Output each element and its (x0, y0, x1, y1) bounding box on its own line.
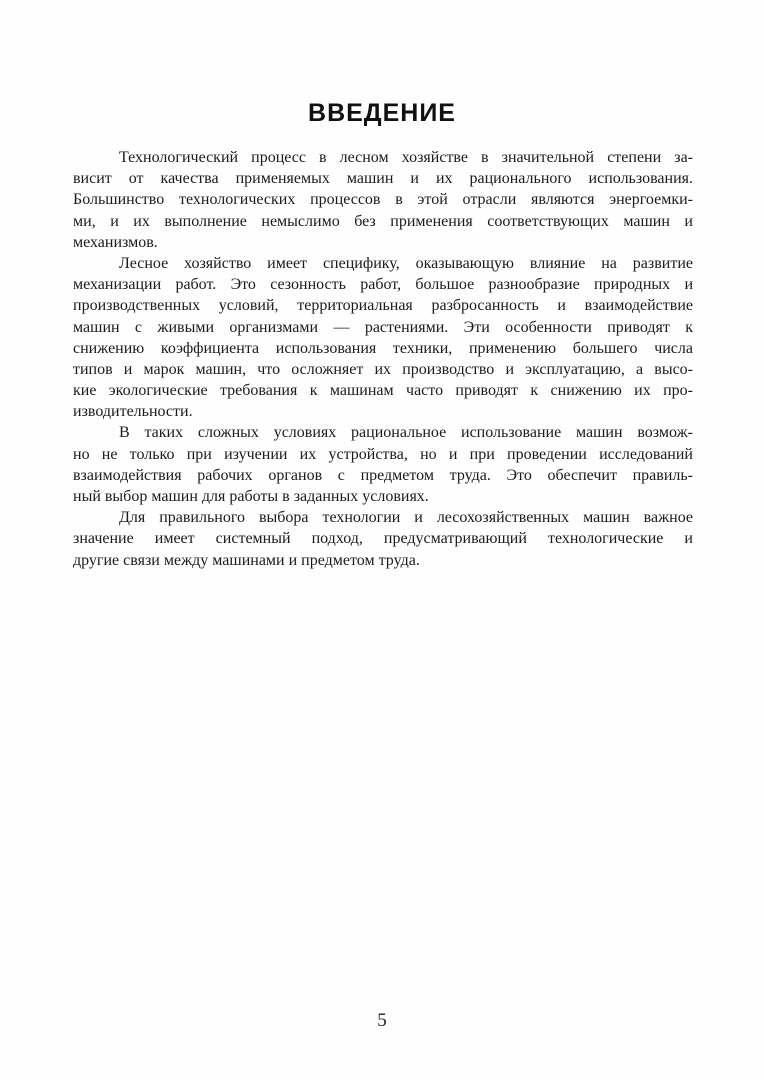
paragraph-2 (73, 253, 693, 423)
text-line: производственных условий, территориальная разбросанность и взаимодействие (73, 297, 693, 315)
text-line: другие связи между машинами и предметом труда. (73, 551, 420, 569)
text-line: Большинство технологических процессов в этой отрасли являются энергоемки- (73, 191, 693, 209)
text-line: механизмов. (73, 233, 158, 251)
paragraph-3 (73, 422, 693, 507)
text-line: Для правильного выбора технологии и лесохозяйственных машин важное (119, 509, 693, 527)
text-line: Технологический процесс в лесном хозяйстве в значительной степени за- (119, 149, 693, 166)
text-line: ный выбор машин для работы в заданных условиях. (73, 488, 429, 505)
text-line: машин с живыми организмами — растениями. Эти особенности приводят к (73, 318, 693, 336)
text-line: Лесное хозяйство имеет специфику, оказывающую влияние на развитие (119, 254, 693, 272)
text-line: механизации работ. Это сезонность работ, большое разнообразие природных и (73, 276, 693, 294)
page-number: 5 (377, 1010, 387, 1031)
text-line: В таких сложных условиях рациональное использование машин возмож- (119, 424, 693, 442)
text-line: взаимодействия рабочих органов с предметом труда. Это обеспечит правиль- (73, 466, 693, 484)
text-line: значение имеет системный подход, предусматривающий технологические и (73, 530, 693, 548)
paragraph-4 (73, 507, 693, 571)
text-line: типов и марок машин, что осложняет их производство и эксплуатацию, а высо- (73, 360, 693, 378)
paragraph-1 (73, 147, 693, 253)
text-line: снижению коэффициента использования техники, применению большего числа (73, 339, 693, 357)
text-line: ми, и их выполнение немыслимо без применения соответствующих машин и (73, 212, 693, 230)
text-line: висит от качества применяемых машин и их рационального использования. (73, 170, 693, 188)
text-line: изводительности. (73, 403, 193, 421)
body-text (73, 147, 693, 571)
page-title: ВВЕДЕНИЕ (308, 99, 456, 127)
text-line: кие экологические требования к машинам часто приводят к снижению их про- (73, 382, 693, 400)
text-line: но не только при изучении их устройства, но и при проведении исследований (73, 445, 693, 463)
